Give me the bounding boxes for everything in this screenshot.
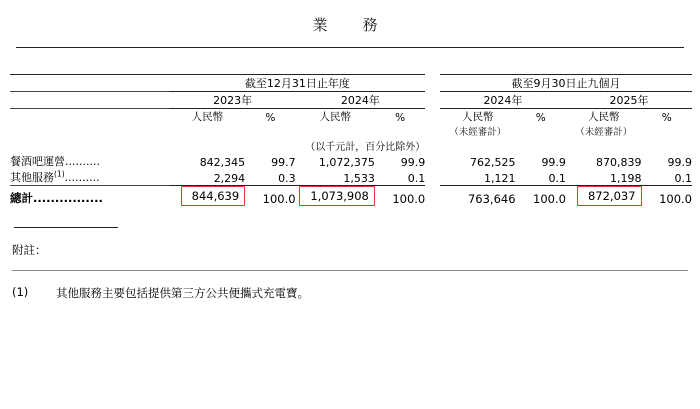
financial-table xyxy=(10,74,692,213)
unaudited-blank-2023-pct xyxy=(245,124,295,138)
unit-pct-2024n: % xyxy=(535,112,546,124)
cell-percent: 0.1 xyxy=(548,172,566,185)
page-title: 業 務 xyxy=(312,16,388,34)
footnote-marker: (1) xyxy=(12,285,29,299)
total-spacer xyxy=(10,206,692,213)
unaudited-blank-2024a xyxy=(296,124,375,138)
cell-value: 870,839 xyxy=(596,156,642,169)
cell-value: 1,533 xyxy=(343,172,375,185)
cell-value-highlighted xyxy=(170,186,246,206)
highlight-box: 844,639 xyxy=(181,186,246,206)
unit-rmb-2025n: 人民幣 xyxy=(587,111,620,123)
cell-value: 1,121 xyxy=(484,172,516,185)
row-label-restaurant xyxy=(10,153,170,169)
cell-percent: 99.9 xyxy=(400,156,426,169)
table-row-total xyxy=(10,186,692,206)
cell-percent: 99.9 xyxy=(541,156,566,169)
cell-percent: 99.9 xyxy=(667,156,692,169)
year-header-2024-nine: 2024年 xyxy=(483,94,523,107)
cell-value: 2,294 xyxy=(213,172,246,185)
group-header-ninemonth: 截至9月30日止九個月 xyxy=(511,77,621,90)
footnote-text: 其他服務主要包括提供第三方公共便攜式充電寶。 xyxy=(56,286,309,300)
highlight-box: 1,073,908 xyxy=(299,186,375,206)
table-row xyxy=(10,153,692,169)
cell-percent: 0.3 xyxy=(278,172,296,185)
year-header-2024-annual: 2024年 xyxy=(340,94,380,107)
unaudited-blank-2024n-pct xyxy=(516,124,566,138)
row-label-dots: .......... xyxy=(65,155,100,168)
cell-percent: 100.0 xyxy=(392,192,426,206)
cell-value: 1,072,375 xyxy=(318,156,375,169)
cell-percent: 0.1 xyxy=(674,172,692,185)
highlight-box: 872,037 xyxy=(577,186,642,206)
row-label-dots: .......... xyxy=(64,171,100,184)
footnote-item xyxy=(12,285,700,301)
unaudited-blank-2023 xyxy=(170,124,246,138)
unaudited-label-2025n: （未經審計） xyxy=(575,127,633,138)
row-label-text: 餐酒吧運營 xyxy=(10,155,65,168)
unit-pct-2023: % xyxy=(265,112,276,124)
row-label-text: 總計 xyxy=(10,191,33,205)
table-row xyxy=(10,169,692,186)
group-header-annual: 截至12月31日止年度 xyxy=(244,77,350,90)
footnote-heading: 附註： xyxy=(12,243,47,257)
unaudited-blank-2025n-pct xyxy=(642,124,692,138)
unaudited-label-2024n: （未經審計） xyxy=(449,127,507,138)
row-label-other-services xyxy=(10,169,170,186)
row-label-total xyxy=(10,186,170,206)
year-header-row xyxy=(10,92,692,109)
unaudited-blank-2024a-pct xyxy=(375,124,425,138)
cell-percent: 100.0 xyxy=(659,192,692,206)
unit-pct-2025n: % xyxy=(661,112,672,124)
cell-value: 1,198 xyxy=(610,172,642,185)
cell-value: 763,646 xyxy=(467,192,516,206)
row-label-superscript: (1) xyxy=(54,169,65,179)
row-label-dots: ................ xyxy=(33,191,103,205)
cell-value-highlighted xyxy=(566,186,642,206)
title-divider xyxy=(16,47,684,48)
column-unit-row xyxy=(10,109,692,124)
cell-percent: 100.0 xyxy=(533,192,566,206)
cell-percent: 100.0 xyxy=(262,192,296,206)
unit-rmb-2024a: 人民幣 xyxy=(319,111,351,123)
group-header-row xyxy=(10,75,692,92)
cell-value-highlighted xyxy=(296,186,375,206)
cell-value: 762,525 xyxy=(470,156,516,169)
cell-value: 842,345 xyxy=(199,156,246,169)
unit-note-row xyxy=(10,138,692,153)
unit-pct-2024a: % xyxy=(395,112,406,124)
section-end-rule xyxy=(14,227,118,228)
year-header-2025-nine: 2025年 xyxy=(609,94,649,107)
footnote-divider xyxy=(12,270,688,271)
cell-percent: 99.7 xyxy=(271,156,296,169)
unit-rmb-2024n: 人民幣 xyxy=(462,111,494,123)
unit-rmb-2023: 人民幣 xyxy=(191,111,224,123)
unit-note: （以千元計，百分比除外） xyxy=(305,142,426,153)
cell-percent: 0.1 xyxy=(407,172,426,185)
row-label-text: 其他服務 xyxy=(10,171,54,184)
year-header-2023: 2023年 xyxy=(213,94,253,107)
unaudited-row xyxy=(10,124,692,138)
